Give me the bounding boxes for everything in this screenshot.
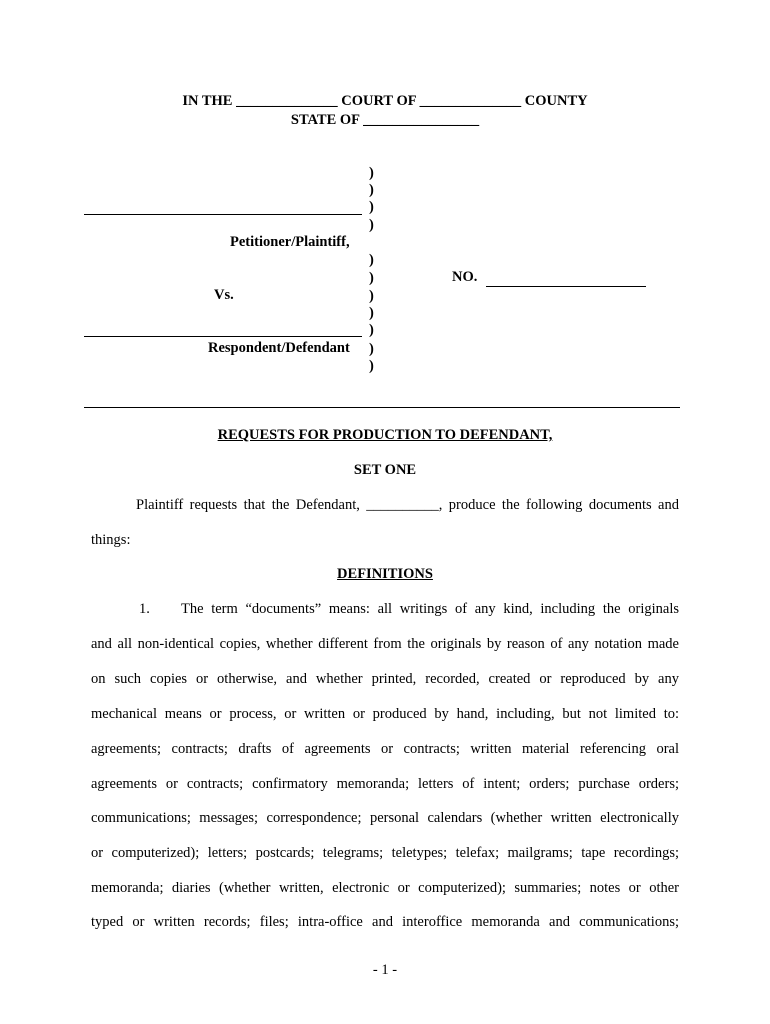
caption-paren: ) bbox=[369, 358, 374, 374]
case-number-label: NO. bbox=[452, 269, 478, 285]
caption-paren: ) bbox=[369, 341, 374, 357]
document-title: REQUESTS FOR PRODUCTION TO DEFENDANT, bbox=[217, 427, 553, 443]
page-number: - 1 - bbox=[372, 962, 398, 978]
intro-line: things: bbox=[91, 532, 131, 548]
definition-line: agreements or contracts; confirmatory memoranda; letters of intent; orders; purchase orders; bbox=[91, 776, 679, 792]
definition-line: or computerized); letters; postcards; telegrams; teletypes; telefax; mailgrams; tape recordings; bbox=[91, 845, 679, 861]
caption-paren: ) bbox=[369, 270, 374, 286]
definition-line: agreements; contracts; drafts of agreements or contracts; written material referencing oral bbox=[91, 741, 679, 757]
caption-paren: ) bbox=[369, 182, 374, 198]
versus-label: Vs. bbox=[214, 287, 234, 303]
caption-paren: ) bbox=[369, 322, 374, 338]
state-caption-line: STATE OF ________________ bbox=[290, 112, 480, 128]
case-number-line bbox=[486, 286, 646, 287]
definition-line: typed or written records; files; intra-office and interoffice memoranda and communications; bbox=[91, 914, 679, 930]
document-subtitle: SET ONE bbox=[353, 462, 417, 478]
caption-divider bbox=[84, 407, 680, 408]
definition-line: mechanical means or process, or written or produced by hand, including, but not limited to: bbox=[91, 706, 679, 722]
petitioner-name-line bbox=[84, 214, 362, 215]
caption-paren: ) bbox=[369, 217, 374, 233]
respondent-name-line bbox=[84, 336, 362, 337]
petitioner-label: Petitioner/Plaintiff, bbox=[230, 234, 350, 250]
definition-line: communications; messages; correspondence; personal calendars (whether written electronically bbox=[91, 810, 679, 826]
caption-paren: ) bbox=[369, 199, 374, 215]
caption-paren: ) bbox=[369, 165, 374, 181]
intro-line: Plaintiff requests that the Defendant, __________, produce the following documents and bbox=[136, 497, 679, 513]
caption-paren: ) bbox=[369, 252, 374, 268]
caption-paren: ) bbox=[369, 305, 374, 321]
court-caption-line: IN THE ______________ COURT OF ______________ COUNTY bbox=[182, 93, 588, 109]
definition-line: memoranda; diaries (whether written, electronic or computerized); summaries; notes or other bbox=[91, 880, 679, 896]
definition-line: on such copies or otherwise, and whether printed, recorded, created or reproduced by any bbox=[91, 671, 679, 687]
caption-paren: ) bbox=[369, 288, 374, 304]
definition-line: The term “documents” means: all writings of any kind, including the originals bbox=[181, 601, 679, 617]
definition-line: and all non-identical copies, whether different from the originals by reason of any notation made bbox=[91, 636, 679, 652]
definition-number: 1. bbox=[139, 601, 150, 617]
respondent-label: Respondent/Defendant bbox=[208, 340, 350, 356]
definitions-heading: DEFINITIONS bbox=[337, 566, 433, 582]
